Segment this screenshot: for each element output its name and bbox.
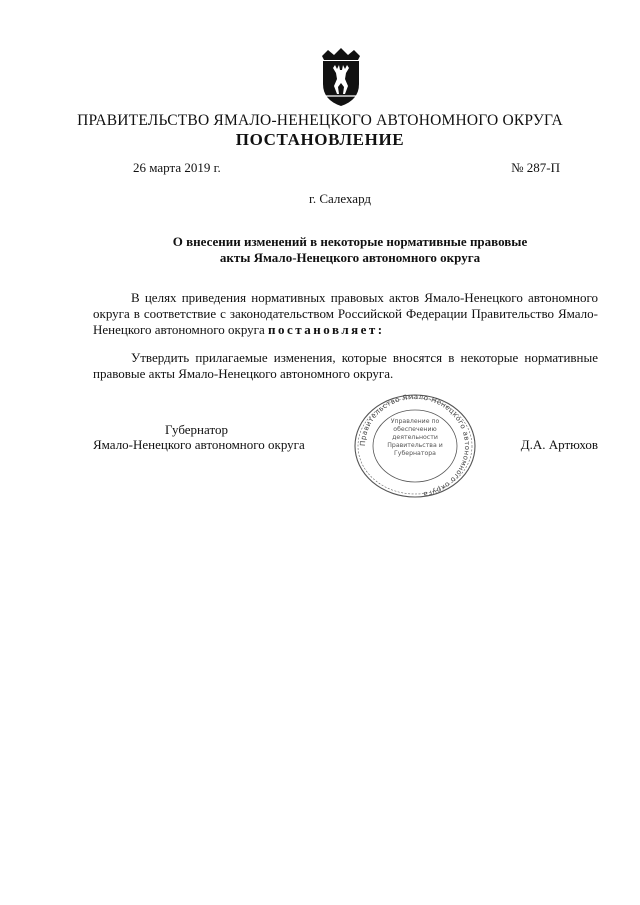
- document-date: 26 марта 2019 г.: [133, 160, 221, 175]
- document-title: [150, 234, 550, 266]
- title-line-1: О внесении изменений в некоторые нормативные правовые: [172, 234, 528, 249]
- signer-name: Д.А. Артюхов: [520, 437, 598, 452]
- document-number: № 287-П: [511, 160, 560, 175]
- title-line-2: акты Ямало-Ненецкого автономного округа: [219, 250, 481, 265]
- stamp-inner-text: Управление по обеспечению деятельности Правительства и Губернатора: [387, 418, 443, 457]
- document-city: г. Салехард: [308, 191, 372, 206]
- signer-position-line-2: Ямало-Ненецкого автономного округа: [93, 437, 305, 452]
- resolves-word: постановляет:: [268, 322, 385, 337]
- stamp-ring-text: Правительство Ямало-Ненецкого автономного округа: [358, 392, 472, 499]
- paragraph-preamble: [93, 290, 598, 338]
- signer-position-line-1: Губернатор: [165, 422, 228, 437]
- coat-of-arms-icon: [318, 46, 364, 108]
- document-type: ПОСТАНОВЛЕНИЕ: [235, 130, 405, 149]
- preamble-text: В целях приведения нормативных правовых актов Ямало-Ненецкого автономного округа в соответствие с законодательством Российской Федерации Правительство Ямало-Ненецкого автономного округа: [93, 290, 598, 337]
- government-name: ПРАВИТЕЛЬСТВО ЯМАЛО-НЕНЕЦКОГО АВТОНОМНОГО ОКРУГА: [77, 112, 563, 129]
- paragraph-operative: Утвердить прилагаемые изменения, которые вносятся в некоторые нормативные правовые акты Ямало-Ненецкого автономного округа.: [93, 350, 598, 381]
- official-stamp: [350, 392, 480, 500]
